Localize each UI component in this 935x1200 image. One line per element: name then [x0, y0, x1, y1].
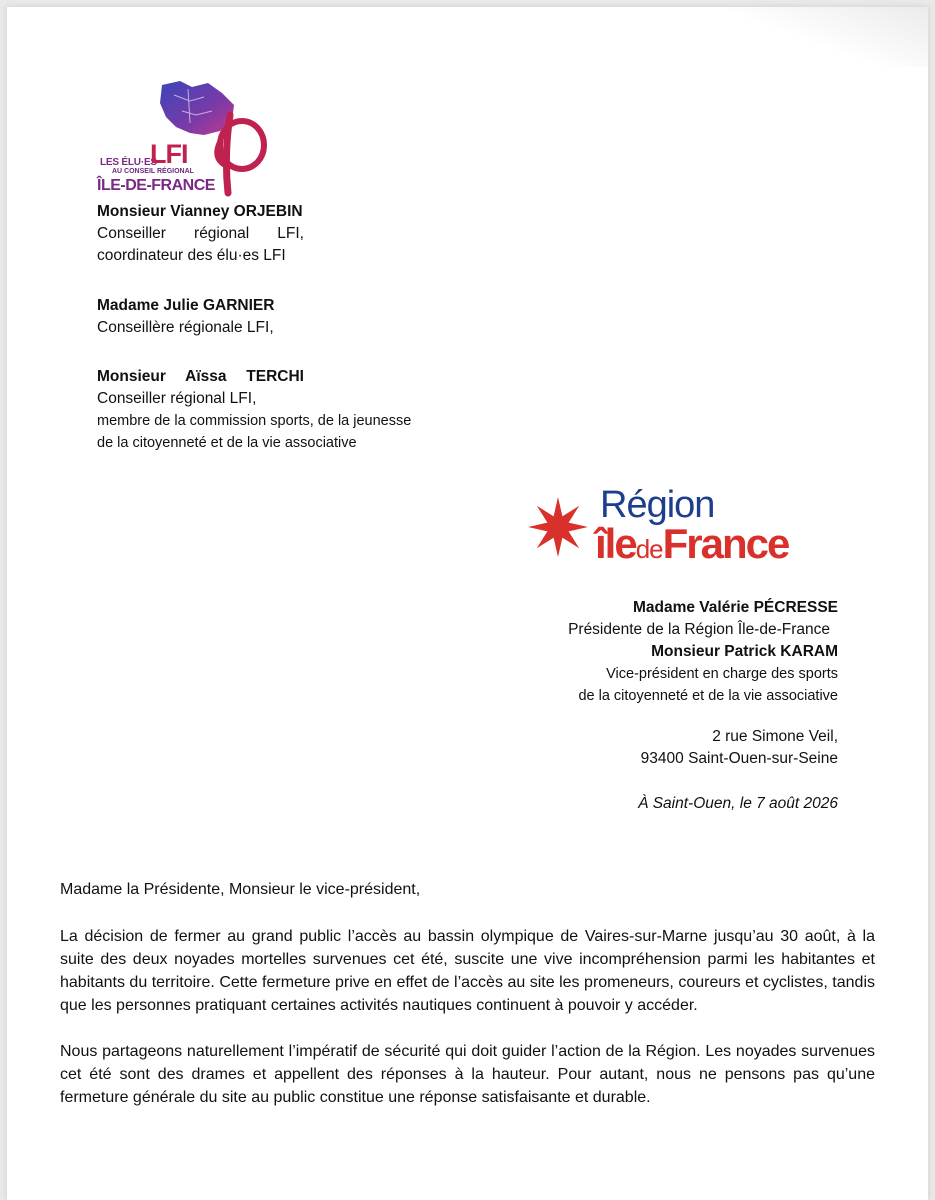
region-ile-de-france-logo [527, 482, 857, 572]
letter-page [7, 7, 928, 1200]
address-line: 93400 Saint-Ouen-sur-Seine [640, 750, 838, 767]
recipient-role: de la citoyenneté et de la vie associative [578, 688, 838, 704]
sender-block-2 [97, 295, 427, 339]
red-star-icon [527, 496, 589, 558]
lfi-logo-line2: AU CONSEIL RÉGIONAL [112, 168, 194, 175]
sender-role: membre de la commission sports, de la jeunesse [97, 413, 412, 429]
recipient-name: Madame Valérie PÉCRESSE [632, 599, 838, 616]
place-date: À Saint-Ouen, le 7 août 2026 [638, 795, 838, 812]
page-curl-shadow [728, 7, 928, 67]
sender-role: Conseillère régionale LFI, [97, 319, 274, 336]
sender-role: Conseiller régional LFI, [97, 225, 304, 242]
lfi-logo-line1: LES ÉLU·ES [100, 157, 157, 168]
sender-block-1 [97, 201, 427, 267]
region-logo-word: Région [600, 484, 715, 526]
lfi-logo-big: LFI [150, 139, 188, 169]
ile-word: île [595, 520, 636, 567]
recipient-role: Vice-président en charge des sports [606, 666, 838, 682]
recipient-role: Présidente de la Région Île-de-France [568, 621, 830, 638]
letter-paragraph: La décision de fermer au grand public l’accès au bassin olympique de Vaires-sur-Marne jusqu’au 30 août, à la suite des deux noyades mortelles survenues cet été, suscite une vive incompréhension parmi les habitantes et habitants du territoire. Cette fermeture prive en effet de l’accès au site les promeneurs, coureurs et cyclistes, tandis que les personnes pratiquant certaines activités nautiques continuent à pouvoir y accéder. [60, 928, 875, 1014]
sender-role: coordinateur des élu·es LFI [97, 247, 286, 264]
letter-body [60, 925, 875, 1109]
letter-greeting: Madame la Présidente, Monsieur le vice-président, [60, 881, 421, 898]
lfi-logo-line3: ÎLE-DE-FRANCE [97, 177, 215, 194]
address-block [418, 726, 838, 770]
ile-de-france-wordmark [595, 520, 788, 568]
sender-name: Monsieur Aïssa TERCHI [97, 368, 304, 385]
recipient-name: Monsieur Patrick KARAM [651, 643, 838, 660]
address-line: 2 rue Simone Veil, [712, 728, 838, 745]
sender-name: Monsieur Vianney ORJEBIN [97, 203, 303, 220]
letter-paragraph: Nous partageons naturellement l’impératif de sécurité qui doit guider l’action de la Région. Les noyades survenues cet été sont des drames et appellent des réponses à la hauteur. Pour autant, nous ne pensons pas qu’une fermeture générale du site au public constitue une réponse satisfaisante et durable. [60, 1043, 875, 1106]
france-word: France [662, 520, 789, 567]
sender-role: Conseiller régional LFI, [97, 390, 257, 407]
lfi-logo [92, 75, 282, 203]
de-word: de [635, 534, 663, 564]
sender-block-3 [97, 366, 427, 454]
recipient-block [418, 597, 838, 707]
sender-role: de la citoyenneté et de la vie associative [97, 435, 357, 451]
sender-name: Madame Julie GARNIER [97, 297, 275, 314]
